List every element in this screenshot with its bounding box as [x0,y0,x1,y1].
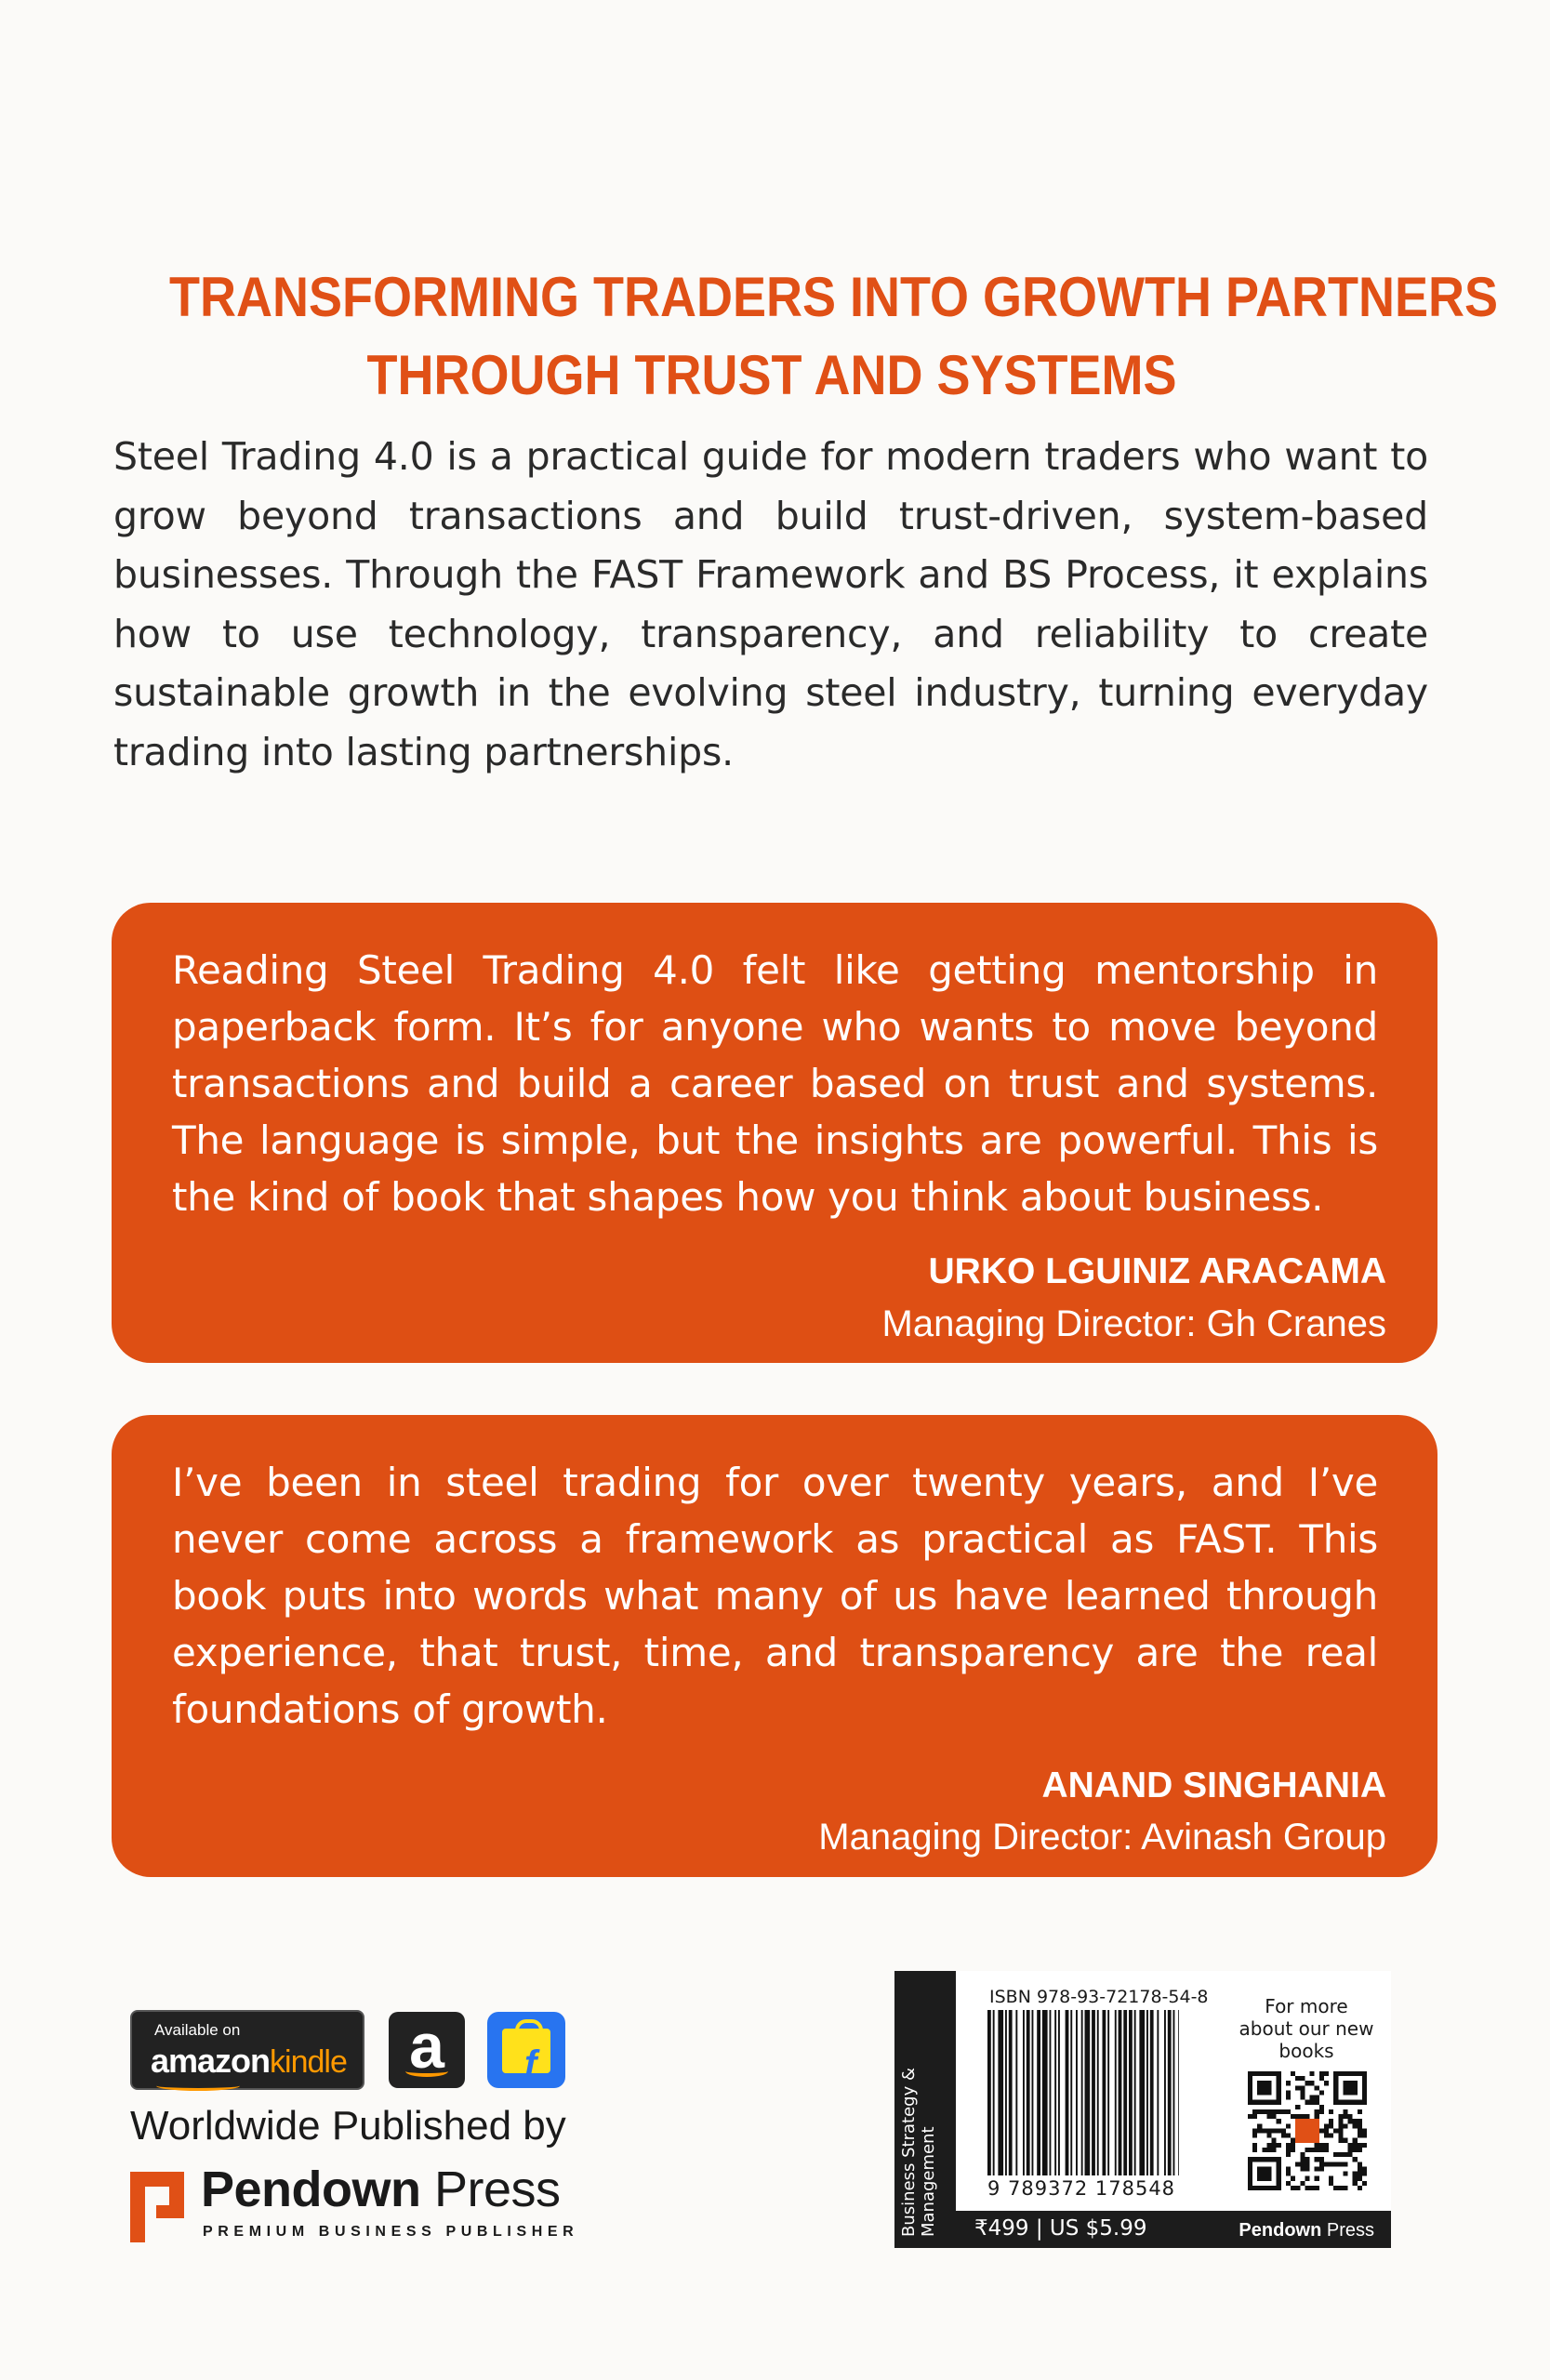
publisher-tagline: PREMIUM BUSINESS PUBLISHER [203,2224,579,2240]
publisher-name: Pendown Press [201,2162,561,2217]
pendown-press-logo-icon [130,2172,184,2242]
published-by-label: Worldwide Published by [130,2103,566,2149]
testimonial-box-1 [112,903,1437,1363]
amazon-smile-icon [156,2081,240,2091]
kindle-logo-text: amazonkindle [151,2042,347,2080]
testimonial-author-role: Managing Director: Avinash Group [818,1817,1386,1858]
price-band [956,2211,1391,2248]
testimonial-text: Reading Steel Trading 4.0 felt like getting mentorship in paperback form. It’s for anyone who wants to move beyond transactions and build a career based on trust and systems. The language is simple, but the insights are powerful. This is the kind of book that shapes how you think about business. [172,947,1378,1220]
price-label: ₹499 | US $5.99 [974,2216,1147,2241]
testimonial-text: I’ve been in steel trading for over twenty years, and I’ve never come across a framework as practical as FAST. This book puts into words what many of us have learned through experience, that trust, time, and transparency are the real foundations of growth. [172,1460,1378,1732]
heading-line-2: THROUGH TRUST AND SYSTEMS [366,344,1177,406]
barcode-digits: 9 789372 178548 [987,2177,1176,2200]
testimonial-author: ANAND SINGHANIA [1041,1765,1386,1805]
category-band [894,1971,956,2248]
band-publisher-name: Pendown Press [1239,2220,1374,2241]
heading-line-1: TRANSFORMING TRADERS INTO GROWTH PARTNERS [169,266,1498,328]
amazon-kindle-badge[interactable] [130,2010,364,2090]
barcode-block [894,1971,1391,2248]
more-books-label: For more about our new books [1239,1995,1374,2062]
barcode-icon [987,2010,1179,2175]
book-description: Steel Trading 4.0 is a practical guide for modern traders who want to grow beyond transactions and build trust-driven, system-based businesses. Through the FAST Framework and BS Process, it explains how to use technology, transparency, and reliability to create sustainable growth in the evolving steel industry, turning everyday trading into lasting partnerships. [113,434,1428,774]
testimonial-author: URKO LGUINIZ ARACAMA [928,1251,1386,1291]
amazon-icon[interactable]: a [389,2012,465,2088]
category-label: Business Strategy & Management [899,2068,938,2237]
testimonial-box-2 [112,1415,1437,1877]
shopping-bag-icon: f [502,2029,550,2073]
flipkart-icon[interactable] [487,2012,565,2088]
testimonial-author-role: Managing Director: Gh Cranes [881,1303,1386,1344]
back-cover-heading [169,258,1498,415]
kindle-available-label: Available on [154,2021,241,2039]
qr-code-icon [1248,2071,1367,2190]
isbn-label: ISBN 978-93-72178-54-8 [989,1987,1209,2007]
